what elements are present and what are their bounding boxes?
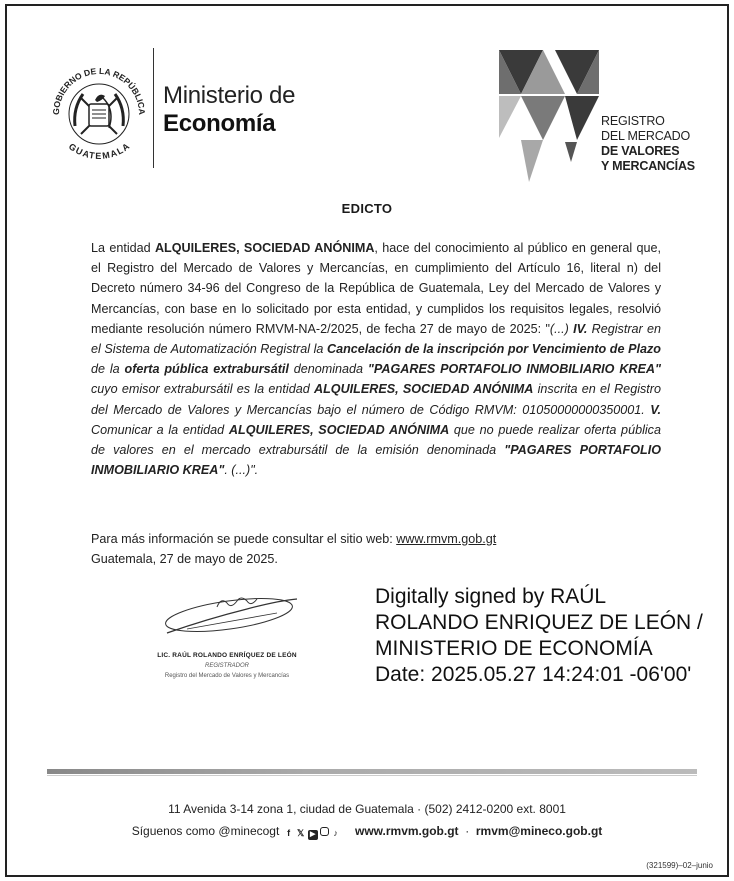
header-divider — [153, 48, 154, 168]
signature-block — [127, 589, 327, 699]
publication-reference: (321599)–02–junio — [646, 861, 713, 870]
rmvm-name — [601, 114, 695, 174]
digital-line2: ROLANDO ENRIQUEZ DE LEÓN / — [375, 611, 703, 634]
body-italic: inscrita en el Registro del Mercado de Valores y Mercancías bajo el número de Código RMVM: 01050000000350001. — [91, 382, 661, 417]
edict-title: EDICTO — [341, 201, 393, 216]
header — [7, 6, 727, 196]
footer-rule-thin — [47, 775, 697, 776]
body-italic: de la — [91, 362, 125, 377]
ministry-name-line1: Ministerio de — [163, 82, 296, 109]
follow-prefix: Síguenos como — [131, 824, 219, 838]
digital-signature-stamp — [375, 584, 703, 688]
x-icon[interactable]: 𝕏 — [297, 828, 305, 838]
signatory-name: LIC. RAÚL ROLANDO ENRÍQUEZ DE LEÓN — [157, 652, 297, 659]
footer-rule — [47, 769, 697, 774]
footer-address: 11 Avenida 3-14 zona 1, ciudad de Guatemala · (502) 2412-0200 ext. 8001 — [168, 802, 566, 816]
footer-separator: · — [465, 824, 470, 838]
body-bold-italic: oferta pública extrabursátil — [124, 362, 289, 377]
guatemala-seal-logo — [45, 48, 153, 180]
rmvm-line4: Y MERCANCÍAS — [601, 159, 695, 173]
body-italic: Comunicar a la entidad — [91, 422, 229, 437]
social-handle[interactable]: @minecogt — [218, 824, 280, 838]
document-frame — [5, 4, 729, 877]
body-italic: que no puede realizar oferta pública de valores en el mercado extrabursátil de la emisión denominada — [91, 422, 661, 458]
rmvm-logo — [499, 50, 599, 182]
body-bold-italic: ALQUILERES, SOCIEDAD ANÓNIMA — [228, 422, 450, 437]
signatory-org: Registro del Mercado de Valores y Mercancías — [164, 673, 290, 679]
body-text: La entidad — [91, 241, 155, 255]
digital-line4: Date: 2025.05.27 14:24:01 -06'00' — [375, 663, 692, 686]
info-block — [91, 529, 496, 569]
signatory-role: REGISTRADOR — [204, 663, 249, 669]
entity-name: ALQUILERES, SOCIEDAD ANÓNIMA — [154, 241, 375, 255]
body-bold-italic: "PAGARES PORTAFOLIO INMOBILIARIO KREA" — [367, 362, 661, 377]
website-link[interactable]: www.rmvm.gob.gt — [396, 532, 497, 546]
body-italic: . (...)". — [224, 463, 259, 478]
footer-social — [7, 824, 727, 840]
edict-body — [91, 238, 661, 480]
seal-text-top: GOBIERNO DE LA REPÚBLICA — [50, 65, 148, 116]
info-prefix: Para más información se puede consultar el sitio web: — [91, 532, 397, 546]
body-bold-italic: ALQUILERES, SOCIEDAD ANÓNIMA — [313, 382, 534, 397]
body-italic: cuyo emisor extrabursátil es la entidad — [91, 382, 314, 397]
youtube-icon[interactable]: ▶ — [308, 830, 318, 840]
instagram-icon[interactable] — [320, 827, 329, 836]
seal-text-bottom: GUATEMALA — [66, 141, 132, 161]
ministry-name-line2: Economía — [163, 110, 276, 137]
rmvm-line1: REGISTRO — [601, 114, 665, 128]
body-bold-italic: IV. — [573, 321, 588, 336]
body-italic: denominada — [288, 362, 368, 377]
body-bold-italic: Cancelación de la inscripción por Vencimiento de Plazo — [326, 342, 661, 357]
facebook-icon[interactable]: f — [287, 828, 291, 838]
body-text: , hace del conocimiento al público en general que, el Registro del Mercado de Valores y Mercancías, en cumplimiento del Artículo 16, literal n) del Decreto número 34-96 del Congreso de la República de Guatemala, Ley del Mercado de Valores y Mercancías, con base en lo solicitado por esta entidad, y cumplidos los requisitos legales, resolvió mediante resolución número RMVM-NA-2/2025, de fecha 27 de mayo de 2025: " — [91, 241, 661, 336]
rmvm-line3: DE VALORES — [601, 144, 680, 158]
body-bold-italic: "PAGARES PORTAFOLIO INMOBILIARIO KREA" — [91, 443, 661, 478]
footer-email-link[interactable]: rmvm@mineco.gob.gt — [475, 824, 603, 838]
tiktok-icon[interactable]: ♪ — [333, 828, 338, 838]
footer-site-link[interactable]: www.rmvm.gob.gt — [354, 824, 459, 838]
date-line: Guatemala, 27 de mayo de 2025. — [91, 552, 278, 566]
body-italic: (...) — [549, 321, 574, 336]
body-italic: Registrar en el Sistema de Automatización Registral la — [91, 321, 661, 357]
digital-line3: MINISTERIO DE ECONOMÍA — [375, 637, 653, 660]
digital-line1: Digitally signed by RAÚL — [375, 585, 607, 608]
handwritten-signature — [147, 589, 307, 644]
rmvm-line2: DEL MERCADO — [601, 129, 691, 143]
body-bold-italic: V. — [650, 402, 661, 417]
